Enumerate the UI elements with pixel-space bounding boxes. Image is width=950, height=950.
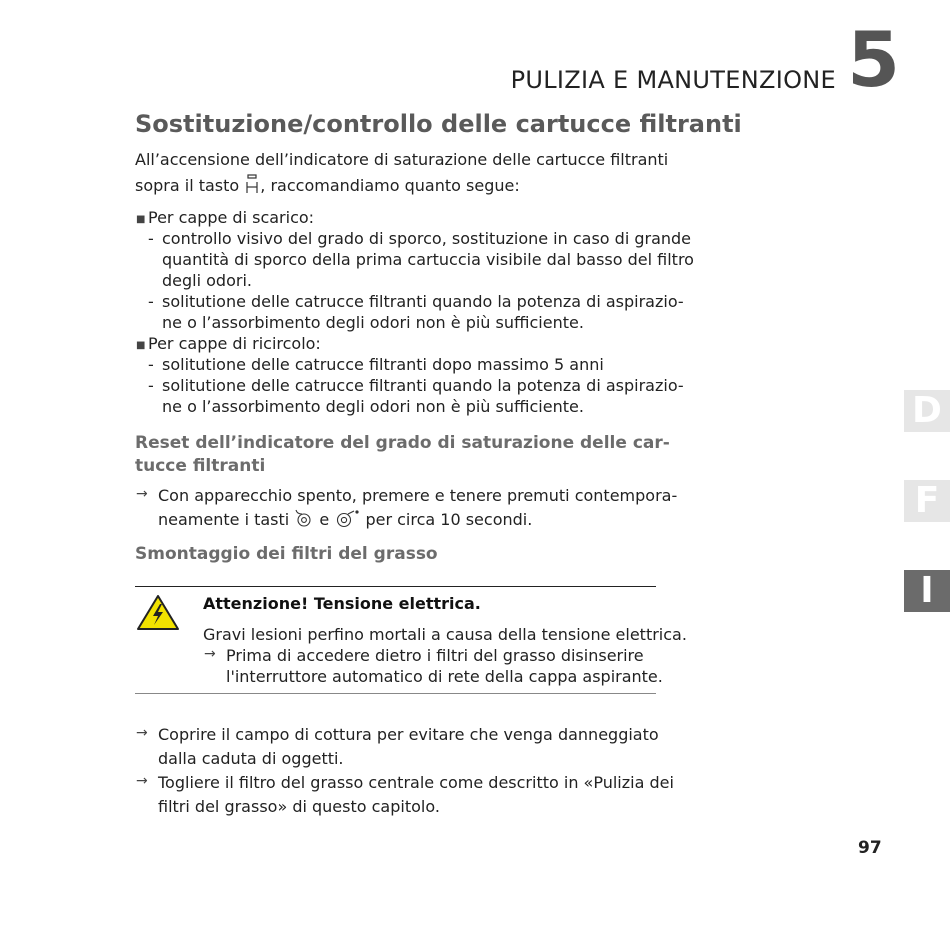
b2-item1-line1: solitutione delle catrucce filtranti dopo massimo 5 anni	[162, 355, 604, 374]
reset-step-line2-c: per circa 10 secondi.	[365, 510, 533, 529]
b1-item1-line2: quantità di sporco della prima cartuccia visibile dal basso del filtro	[162, 250, 694, 269]
b1-item2-line1: solitutione delle catrucce filtranti quando la potenza di aspirazio-	[162, 292, 684, 311]
intro-line-1: All’accensione dell’indicatore di saturazione delle cartucce filtranti	[135, 150, 669, 169]
intro-line-2-a: sopra il tasto	[135, 176, 240, 195]
arrow-icon: →	[136, 773, 148, 789]
page-number: 97	[858, 838, 882, 858]
chapter-number: 5	[847, 15, 900, 104]
b2-item2-line2: ne o l’assorbimento degli odori non è più sufficiente.	[162, 397, 584, 416]
step1-line1: Coprire il campo di cottura per evitare che venga danneggiato	[158, 725, 659, 744]
dash: -	[148, 376, 154, 395]
language-tab-f[interactable]: F	[904, 480, 950, 522]
warning-step-line1: Prima di accedere dietro i filtri del grasso disinserire	[226, 646, 644, 665]
subsection-title-reset-line1: Reset dell’indicatore del grado di saturazione delle car-	[135, 433, 670, 453]
reset-step-line2-a: neamente i tasti	[158, 510, 290, 529]
fan-intensive-key-icon	[334, 508, 360, 533]
warning-title: Attenzione! Tensione elettrica.	[203, 594, 481, 613]
subsection-title-reset-line2: tucce filtranti	[135, 456, 266, 476]
filter-key-icon	[244, 174, 260, 199]
step2-line1: Togliere il filtro del grasso centrale come descritto in «Pulizia dei	[158, 773, 674, 792]
b1-item1-line1: controllo visivo del grado di sporco, sostituzione in caso di grande	[162, 229, 692, 248]
bullet-icon: ■	[136, 340, 146, 351]
bullet-recirculation-hoods: Per cappe di ricircolo:	[148, 334, 321, 353]
language-tab-i[interactable]: I	[904, 570, 950, 612]
reset-step-line2-b: e	[319, 510, 330, 529]
bullet-exhaust-hoods: Per cappe di scarico:	[148, 208, 315, 227]
language-tab-d[interactable]: D	[904, 390, 950, 432]
step1-line2: dalla caduta di oggetti.	[158, 749, 344, 768]
bullet-icon: ■	[136, 214, 146, 225]
intro-line-2	[135, 174, 520, 199]
dash: -	[148, 292, 154, 311]
warning-top-rule	[135, 586, 656, 587]
step2-line2: filtri del grasso» di questo capitolo.	[158, 797, 440, 816]
b1-item2-line2: ne o l’assorbimento degli odori non è più sufficiente.	[162, 313, 584, 332]
fan-key-icon	[294, 508, 314, 533]
high-voltage-warning-icon	[136, 594, 180, 636]
arrow-icon: →	[136, 725, 148, 741]
subsection-title-grease-filters: Smontaggio dei filtri del grasso	[135, 544, 438, 564]
dash: -	[148, 229, 154, 248]
section-title-filter-cartridges: Sostituzione/controllo delle cartucce filtranti	[135, 110, 742, 138]
warning-bottom-rule	[135, 693, 656, 694]
dash: -	[148, 355, 154, 374]
b1-item1-line3: degli odori.	[162, 271, 252, 290]
reset-step-line2	[158, 508, 532, 533]
arrow-icon: →	[204, 646, 216, 662]
warning-text: Gravi lesioni perfino mortali a causa della tensione elettrica.	[203, 625, 687, 644]
b2-item2-line1: solitutione delle catrucce filtranti quando la potenza di aspirazio-	[162, 376, 684, 395]
chapter-title: PULIZIA E MANUTENZIONE	[510, 66, 836, 94]
arrow-icon: →	[136, 486, 148, 502]
reset-step-line1: Con apparecchio spento, premere e tenere premuti contempora-	[158, 486, 678, 505]
intro-line-2-b: , raccomandiamo quanto segue:	[260, 176, 520, 195]
warning-step-line2: l'interruttore automatico di rete della cappa aspirante.	[226, 667, 663, 686]
